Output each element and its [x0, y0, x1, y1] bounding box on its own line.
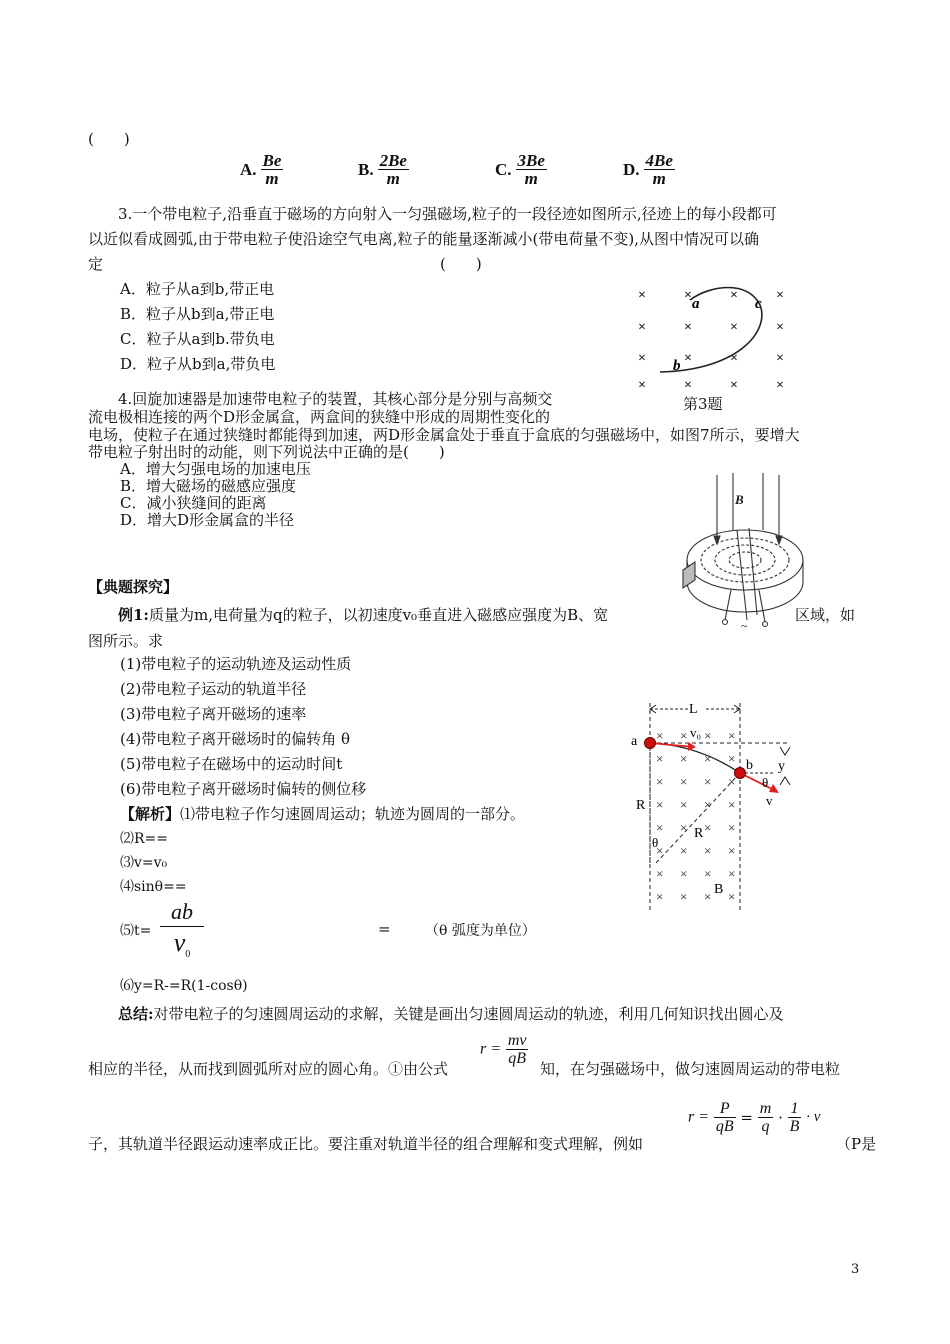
- q2-option-denominator: m: [524, 169, 538, 188]
- q2-option-d: [623, 152, 675, 187]
- formula2-v: · v: [806, 1109, 821, 1125]
- formula2-r: r =: [688, 1108, 710, 1126]
- q3-paren: ( ): [440, 255, 482, 273]
- analysis-line2: ⑵R==: [120, 831, 169, 847]
- formula2-one: 1: [788, 1100, 802, 1118]
- q3-option-b: B．粒子从b到a,带正电: [120, 305, 275, 323]
- field-cross-icon: ×: [656, 866, 664, 881]
- field-cross-icon: ×: [730, 378, 738, 390]
- q3-option-a: A．粒子从a到b,带正电: [120, 280, 275, 298]
- field-cross-icon: ×: [728, 751, 736, 766]
- q2-option-denominator: m: [386, 169, 400, 188]
- field-cross-icon: ×: [704, 843, 712, 858]
- field-cross-icon: ×: [704, 797, 712, 812]
- q4-option-a: A．增大匀强电场的加速电压: [120, 460, 311, 478]
- example1-item-2: (2)带电粒子运动的轨道半径: [120, 680, 307, 698]
- formula2-p: P: [714, 1100, 736, 1118]
- field-cross-icon: ×: [638, 378, 646, 390]
- example1-text1: 质量为m,电荷量为q的粒子，以初速度v₀垂直进入磁感应强度为B、宽: [148, 606, 609, 624]
- field-cross-icon: ×: [704, 889, 712, 904]
- q3-line2: 以近似看成圆弧,由于带电粒子使沿途空气电离,粒子的能量逐渐减小(带电荷量不变),从图中情况可以确: [88, 230, 760, 248]
- formula1-num: mv: [507, 1032, 527, 1049]
- fig-label-l: L: [689, 702, 698, 717]
- q2-option-b: [358, 152, 409, 187]
- field-cross-icon: ×: [656, 843, 664, 858]
- analysis-5-note: （θ 弧度为单位）: [425, 923, 536, 939]
- q3-option-d: D．粒子从b到a,带负电: [120, 355, 276, 373]
- q2-paren: ( ): [88, 130, 130, 148]
- fig-label-v0: v₀: [690, 725, 702, 740]
- field-cross-icon: ×: [680, 774, 688, 789]
- q3-label-a: a: [692, 296, 700, 312]
- fig-label-a: a: [631, 734, 638, 749]
- formula-r-mv-qb: [480, 1032, 528, 1067]
- summary-label: 总结:: [118, 1005, 154, 1023]
- example1-item-6: (6)带电粒子离开磁场时偏转的侧位移: [120, 780, 367, 798]
- field-cross-icon: ×: [728, 843, 736, 858]
- q4-line3: 电场，使粒子在通过狭缝时都能得到加速，两D形金属盒处于垂直于盒底的匀强磁场中，如图7所示，要增大: [88, 426, 800, 444]
- field-cross-icon: ×: [776, 320, 784, 335]
- field-cross-icon: ×: [728, 889, 736, 904]
- summary-line1: [118, 1003, 784, 1024]
- analysis-5-den-sub: 0: [185, 949, 191, 961]
- field-cross-icon: ×: [638, 320, 646, 335]
- field-cross-icon: ×: [680, 797, 688, 812]
- field-cross-icon: ×: [680, 728, 688, 743]
- q3-line1: 3.一个带电粒子,沿垂直于磁场的方向射入一匀强磁场,粒子的一段径迹如图所示,径迹上的每小段都可: [118, 205, 777, 223]
- fig-label-v: v: [766, 793, 773, 808]
- example1-figure: [628, 695, 798, 920]
- field-cross-icon: ×: [656, 820, 664, 835]
- q2-option-numerator: Be: [262, 151, 282, 170]
- field-cross-icon: ×: [638, 351, 646, 366]
- fig-label-theta2: θ: [652, 835, 659, 850]
- field-cross-icon: ×: [776, 288, 784, 303]
- q4-option-c: C．减小狭缝间的距离: [120, 494, 267, 512]
- field-cross-icon: ×: [730, 320, 738, 335]
- example1-item-3: (3)带电粒子离开磁场的速率: [120, 705, 307, 723]
- fig-label-b-field: B: [714, 882, 724, 897]
- analysis-text1: ⑴带电粒子作匀速圆周运动；轨迹为圆周的一部分。: [180, 805, 526, 823]
- q2-option-label: C.: [495, 159, 512, 179]
- analysis-5-fraction: [160, 900, 204, 969]
- formula2-m: m: [759, 1100, 772, 1117]
- example1-label: 例1:: [118, 606, 149, 624]
- q2-option-c: [495, 152, 547, 187]
- example1-item-5: (5)带电粒子在磁场中的运动时间t: [120, 755, 343, 773]
- field-cross-icon: ×: [656, 751, 664, 766]
- fig-label-theta: θ: [762, 775, 769, 790]
- q3-line3: 定: [88, 255, 104, 273]
- field-cross-icon: ×: [728, 866, 736, 881]
- analysis-line4: ⑷sinθ==: [120, 879, 187, 895]
- fig-label-y: y: [778, 759, 785, 774]
- formula-r-p-qb: r = $\frac{P}{qB}$ = $\frac{m}{q}$ · $\frac{1}{B}$ · v: [688, 1100, 821, 1135]
- analysis-line1: [120, 803, 525, 824]
- example1-item-1: (1)带电粒子的运动轨迹及运动性质: [120, 655, 352, 673]
- field-cross-icon: ×: [728, 820, 736, 835]
- analysis-5-prefix: ⑸t=: [120, 923, 152, 939]
- cyclotron-figure: [675, 470, 815, 635]
- field-cross-icon: ×: [680, 866, 688, 881]
- formula1-den: qB: [508, 1050, 527, 1067]
- field-cross-icon: ×: [684, 288, 692, 303]
- q2-option-label: A.: [240, 159, 257, 179]
- field-cross-icon: ×: [656, 797, 664, 812]
- field-cross-icon: ×: [728, 797, 736, 812]
- example1-line2: 图所示。求: [88, 632, 164, 650]
- q3-label-c: c: [755, 296, 762, 312]
- field-cross-icon: ×: [680, 751, 688, 766]
- field-cross-icon: ×: [684, 378, 692, 390]
- field-cross-icon: ×: [776, 378, 784, 390]
- summary-line2b: 知，在匀强磁场中，做匀速圆周运动的带电粒: [540, 1060, 841, 1078]
- field-cross-icon: ×: [684, 320, 692, 335]
- formula1-lhs: r =: [480, 1040, 502, 1058]
- fig-label-r2: R: [694, 826, 704, 841]
- analysis-line6: ⑹y=R-=R(1-cosθ): [120, 978, 248, 994]
- field-cross-icon: ×: [704, 820, 712, 835]
- field-cross-icon: ×: [680, 820, 688, 835]
- summary-line3b: （P是: [836, 1135, 877, 1153]
- example1-text1-end: 区域，如: [795, 606, 856, 624]
- cyclotron-label-b: B: [735, 492, 744, 507]
- field-cross-icon: ×: [704, 866, 712, 881]
- fig-label-r1: R: [636, 798, 646, 813]
- q3-label-b: b: [673, 358, 681, 374]
- q4-line4: 带电粒子射出时的动能，则下列说法中正确的是( ): [88, 443, 445, 461]
- field-cross-icon: ×: [656, 774, 664, 789]
- q4-line2: 流电极相连接的两个D形金属盒，两盒间的狭缝中形成的周期性变化的: [88, 408, 551, 426]
- q2-option-a: [240, 152, 283, 187]
- field-cross-icon: ×: [728, 728, 736, 743]
- cyclotron-ac-symbol: ~: [741, 619, 748, 633]
- formula2-b: B: [789, 1118, 800, 1135]
- analysis-label: 【解析】: [120, 805, 181, 823]
- q2-option-denominator: m: [652, 169, 666, 188]
- analysis-line3: ⑶v=v₀: [120, 855, 168, 871]
- summary-text1: 对带电粒子的匀速圆周运动的求解，关键是画出匀速圆周运动的轨迹，利用几何知识找出圆心及: [153, 1005, 784, 1023]
- q4-option-d: D．增大D形金属盒的半径: [120, 511, 295, 529]
- field-cross-icon: ×: [680, 843, 688, 858]
- summary-line2a: 相应的半径，从而找到圆弧所对应的圆心角。①由公式: [88, 1060, 449, 1078]
- q3-option-c: C．粒子从a到b.带负电: [120, 330, 275, 348]
- q3-trajectory-figure: [625, 280, 800, 390]
- q2-option-numerator: 2Be: [379, 151, 407, 170]
- field-cross-icon: ×: [638, 288, 646, 303]
- summary-line3a: 子，其轨道半径跟运动速率成正比。要注重对轨道半径的组合理解和变式理解，例如: [88, 1135, 644, 1153]
- q2-option-label: B.: [358, 159, 374, 179]
- formula2-q: q: [761, 1118, 770, 1135]
- field-cross-icon: ×: [730, 288, 738, 303]
- analysis-5-numerator: ab: [171, 899, 193, 924]
- field-cross-icon: ×: [728, 774, 736, 789]
- q2-option-numerator: 3Be: [517, 151, 545, 170]
- q2-option-label: D.: [623, 159, 640, 179]
- field-cross-icon: ×: [656, 889, 664, 904]
- field-cross-icon: ×: [704, 774, 712, 789]
- field-cross-icon: ×: [704, 751, 712, 766]
- q2-option-numerator: 4Be: [645, 151, 673, 170]
- field-cross-icon: ×: [656, 728, 664, 743]
- field-cross-icon: ×: [680, 889, 688, 904]
- fig-label-b: b: [746, 758, 753, 773]
- formula2-qb: qB: [715, 1118, 734, 1135]
- field-cross-icon: ×: [730, 351, 738, 366]
- analysis-5-equals: =: [378, 920, 391, 938]
- q2-option-denominator: m: [265, 169, 279, 188]
- field-cross-icon: ×: [684, 351, 692, 366]
- analysis-5-denominator: v: [173, 928, 186, 957]
- q3-figure-caption: 第3题: [683, 395, 723, 413]
- field-cross-icon: ×: [776, 351, 784, 366]
- page-number: 3: [851, 1262, 860, 1277]
- example1-item-4: (4)带电粒子离开磁场时的偏转角 θ: [120, 730, 351, 748]
- q4-line1: 4.回旋加速器是加速带电粒子的装置，其核心部分是分别与高频交: [118, 390, 553, 408]
- field-cross-icon: ×: [704, 728, 712, 743]
- section-title: 【典题探究】: [88, 578, 179, 596]
- example1-line1: [118, 604, 608, 625]
- q4-option-b: B．增大磁场的磁感应强度: [120, 477, 297, 495]
